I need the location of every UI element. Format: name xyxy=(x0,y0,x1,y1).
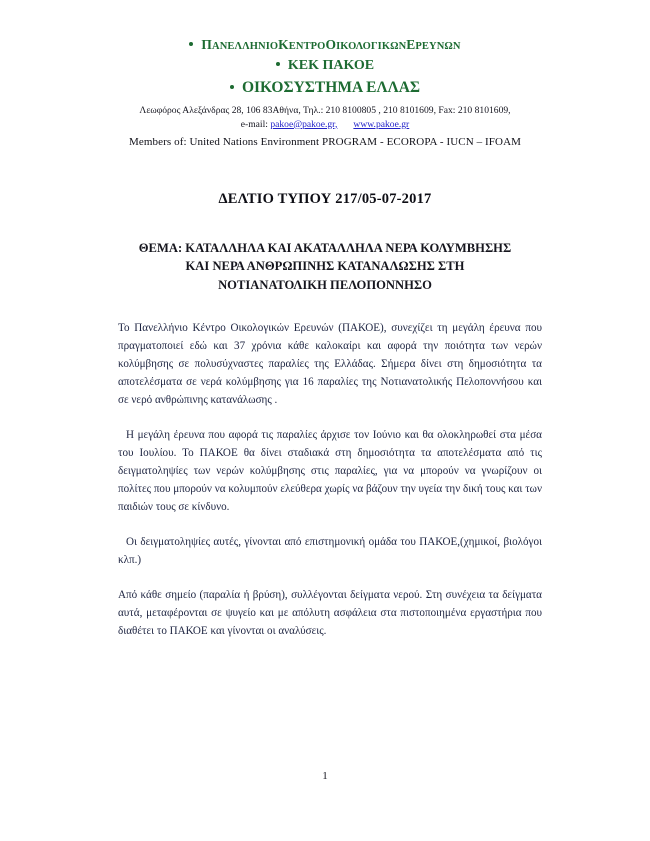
email-link[interactable]: pakoe@pakoe.gr, xyxy=(270,118,338,130)
subject-heading xyxy=(0,239,650,296)
bullet-icon xyxy=(276,62,280,66)
organization-name-kek xyxy=(0,57,650,75)
memberships-line: Members of: United Nations Environment PROGRAM - ECOROPA - IUCN – IFOAM xyxy=(129,135,521,148)
org-initial-k: Κ xyxy=(278,37,289,52)
subject-line-1: ΘΕΜΑ: ΚΑΤΑΛΛΗΛΑ ΚΑΙ ΑΚΑΤΑΛΛΗΛΑ ΝΕΡΑ ΚΟΛΥΜΒΗΣΗΣ xyxy=(138,240,512,255)
address-line: Λεωφόρος Αλεξάνδρας 28, 106 83Αθήνα, Τηλ.: 210 8100805 , 210 8101609, Fax: 210 8101609, xyxy=(139,104,511,116)
body-paragraph-3: Οι δειγματοληψίες αυτές, γίνονται από επιστημονική ομάδα του ΠΑΚΟΕ,(χημικοί, βιολόγοι κλπ.) xyxy=(118,535,542,566)
org-word-oikologikon: ΙΚΟΛΟΓΙΚΩΝ xyxy=(336,41,407,52)
org-line-3-label: ΟΙΚΟΣΥΣΤΗΜΑ ΕΛΛΑΣ xyxy=(241,79,421,97)
subject-line-3: ΝΟΤΙΑΝΑΤΟΛΙΚΗ ΠΕΛΟΠΟΝΝΗΣΟ xyxy=(218,278,432,293)
org-initial-e: Ε xyxy=(406,37,416,52)
organization-name-ecosystem xyxy=(0,78,650,98)
page-number: 1 xyxy=(322,770,328,782)
org-line-2-label: ΚΕΚ ΠΑΚΟΕ xyxy=(287,57,375,73)
body-paragraph-1: Το Πανελλήνιο Κέντρο Οικολογικών Ερευνών (ΠΑΚΟΕ), συνεχίζει τη μεγάλη έρευνα που πραγματοποιεί εδώ και 37 χρόνια κάθε καλοκαίρι και αφορά την ποιότητα των νερών κολύμβησης σε πολυσύχναστες παραλίες της Ελλάδας. Σήμερα δίνει στη δημοσιότητα τα αποτελέσματα σε νερά κολύμβησης για 16 παραλίες της Νοτιανατολικής Πελοποννήσου και σε νερό ανθρώπινης κατανάλωσης . xyxy=(118,322,542,407)
email-line xyxy=(0,118,650,132)
body-paragraph-2: Η μεγάλη έρευνα που αφορά τις παραλίες άρχισε τον Ιούνιο και θα ολοκληρωθεί στα μέσα του Ιουλίου. Το ΠΑΚΟΕ θα δίνει σταδιακά στη δημοσιότητα τα αποτελέσματα από τις δειγματοληψίες των νερών κολύμβησης στις παραλίες, για να μπορούν να γνωρίζουν οι πολίτες που μπορούν να κολυμπούν ελεύθερα χωρίς να βάζουν την υγεία την δική τους και των παιδιών τους σε κίνδυνο. xyxy=(118,429,542,513)
org-word-kentro: ΕΝΤΡΟ xyxy=(288,41,326,52)
organization-name-full xyxy=(0,36,650,54)
org-initial-o: Ο xyxy=(325,37,337,52)
press-release-title: ΔΕΛΤΙΟ ΤΥΠΟΥ 217/05-07-2017 xyxy=(218,190,432,207)
org-initial-p: Π xyxy=(201,37,213,52)
bullet-icon xyxy=(230,85,234,89)
contact-info xyxy=(0,104,650,132)
subject-line-2: ΚΑΙ ΝΕΡΑ ΑΝΘΡΩΠΙΝΗΣ ΚΑΤΑΝΑΛΩΣΗΣ ΣΤΗ xyxy=(185,259,465,274)
body-paragraph-4: Από κάθε σημείο (παραλία ή βρύση), συλλέγονται δείγματα νερού. Στη συνέχεια τα δείγματα αυτά, μεταφέρονται σε ψυγείο και με απόλυτη ασφάλεια στα πιστοποιημένα εργαστήρια που διαθέτει το ΠΑΚΟΕ και γίνονται οι αναλύσεις. xyxy=(118,588,542,637)
email-label: e-mail: xyxy=(240,118,268,130)
letterhead xyxy=(0,0,650,148)
org-word-panellinio: ΑΝΕΛΛΗΝΙΟ xyxy=(212,41,279,52)
body-content xyxy=(0,320,650,641)
org-word-erevnon: ΡΕΥΝΩΝ xyxy=(415,41,461,52)
website-link[interactable]: www.pakoe.gr xyxy=(353,118,410,130)
bullet-icon xyxy=(189,42,193,46)
